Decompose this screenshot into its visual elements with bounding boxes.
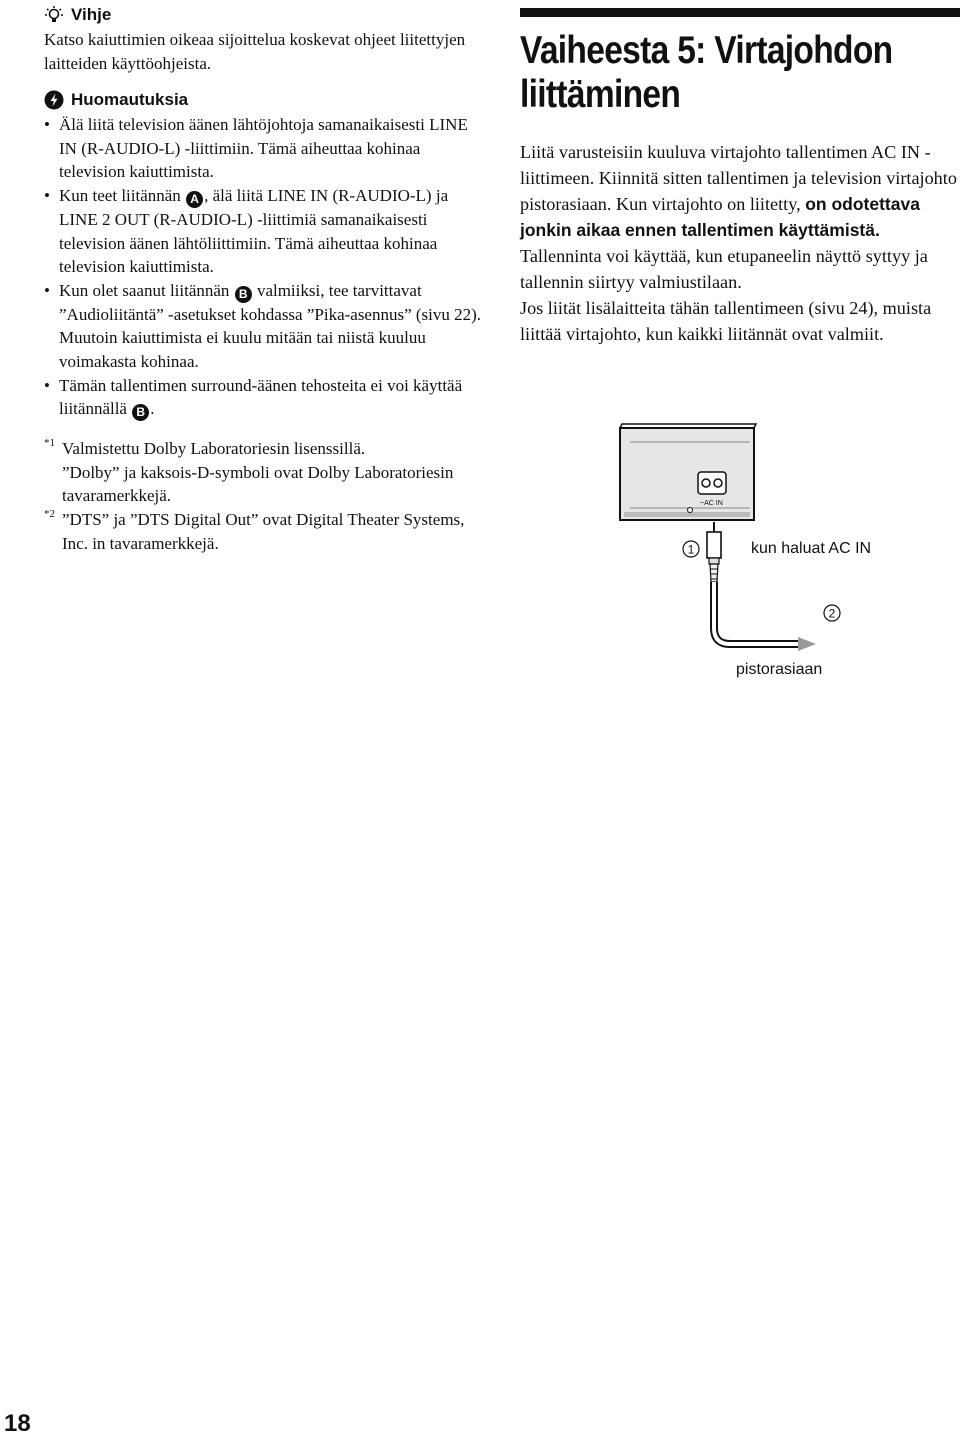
section-rule (520, 8, 960, 17)
hint-heading-text: Vihje (71, 5, 112, 24)
body-paragraph (520, 139, 960, 295)
figure-label-ac-in: kun haluat AC IN (751, 540, 872, 557)
lightbulb-icon (44, 5, 64, 25)
note-item (44, 184, 484, 279)
body-paragraph: Jos liität lisälaitteita tähän tallentimeen (sivu 24), muista liittää virtajohto, kun kaikki liitännät ovat valmiit. (520, 298, 932, 344)
note-item (44, 113, 484, 184)
footnote-text: Valmistettu Dolby Laboratoriesin lisenssillä. (62, 439, 366, 459)
footnote-mark: *1 (44, 437, 55, 450)
note-text: Tämän tallentimen surround-äänen tehosteita ei voi käyttää liitännällä (59, 375, 463, 419)
section-title: Vaiheesta 5: Virtajohdon liittäminen (520, 29, 893, 116)
step-1-number: 1 (687, 542, 695, 557)
footnote (44, 508, 484, 555)
body-text: Liitä varusteisiin kuuluva virtajohto tallentimen AC IN -liittimeen. Kiinnitä sitten tallentimen ja television virtajohto pistorasiaan. Kun virtajohto on liitetty, (520, 142, 957, 214)
footnote (44, 437, 484, 508)
footnote-mark: *2 (44, 507, 55, 520)
note-text: valmiiksi, tee tarvittavat ”Audioliitäntä” -asetukset kohdassa ”Pika-asennus” (sivu 22). Muutoin kaiuttimista ei kuulu mitään tai niistä kuuluu voimakasta kohinaa. (59, 280, 482, 371)
note-item (44, 279, 484, 374)
left-column (44, 4, 484, 555)
footnote-text: ”Dolby” ja kaksois-D-symboli ovat Dolby Laboratoriesin tavaramerkkejä. (62, 462, 454, 506)
connection-a-badge: A (186, 191, 203, 208)
body-emphasis: on odotettava jonkin aikaa ennen tallentimen käyttämistä. (520, 194, 920, 240)
hint-heading (44, 4, 484, 26)
connection-b-badge: B (132, 404, 149, 421)
notes-section (44, 89, 484, 421)
port-label: ~AC IN (700, 500, 723, 507)
note-text: Kun olet saanut liitännän (59, 280, 234, 300)
connection-b-badge: B (235, 286, 252, 303)
footnote-text: ”DTS” ja ”DTS Digital Out” ovat Digital Theater Systems, Inc. in tavaramerkkejä. (62, 509, 465, 553)
note-text: Älä liitä television äänen lähtöjohtoja samanaikaisesti LINE IN (R-AUDIO-L) -liittimiin. Tämä aiheuttaa kohinaa television kaiuttimista. (59, 115, 468, 182)
right-column (520, 8, 960, 347)
page-number: 18 (4, 1410, 31, 1437)
notes-heading-text: Huomautuksia (71, 90, 189, 110)
footnotes (44, 437, 484, 555)
figure-label-outlet: pistorasiaan (736, 661, 823, 678)
note-text: . (150, 399, 155, 419)
note-item (44, 374, 484, 422)
note-text: , älä liitä LINE IN (R-AUDIO-L) ja LINE 2 OUT (R-AUDIO-L) -liittimiä samanaikaisesti television äänen lähtöliittimiin. Tämä aiheuttaa kohinaa television kaiuttimista. (59, 185, 449, 277)
hint-text: Katso kaiuttimien oikeaa sijoittelua koskevat ohjeet liitettyjen laitteiden käyttöohjeista. (44, 30, 466, 73)
notes-list (44, 113, 484, 421)
power-cord-figure (600, 422, 940, 692)
caution-icon (44, 90, 64, 110)
section-body (520, 139, 960, 347)
notes-heading (44, 89, 484, 111)
note-text: Kun teet liitännän (59, 185, 186, 205)
body-text: Tallenninta voi käyttää, kun etupaneelin näyttö syttyy ja tallennin siirtyy valmiustilaan. (520, 246, 928, 292)
step-2-number: 2 (828, 606, 836, 621)
